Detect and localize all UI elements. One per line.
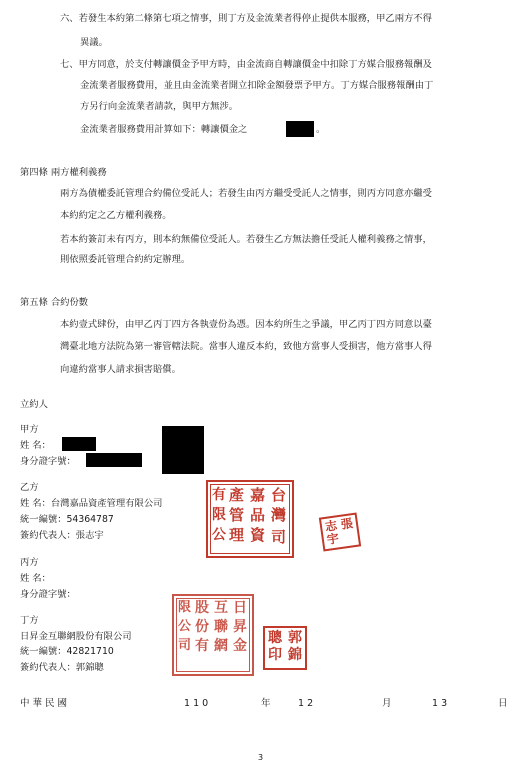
redaction-box [86, 453, 142, 467]
redaction-box [162, 426, 204, 474]
clause-item-7-cont2: 方另行向金流業者請款，與甲方無涉。 [80, 101, 239, 112]
article-4-line-1: 兩方為債權委託管理合約備位受託人；若發生由丙方繼受受託人之情事，則丙方同意亦繼受 [60, 188, 432, 199]
party-a-name-label: 姓 名： [20, 440, 51, 451]
seal-glyph: 司 [177, 638, 191, 653]
clause-item-6: 六、若發生本約第二條第七項之情事，則丁方及金流業者得停止提供本服務，甲乙兩方不得 [60, 13, 432, 24]
date-month: 1 2 [298, 698, 314, 709]
seal-glyph: 印 [268, 647, 282, 663]
party-b-tax-id: 統一編號：54364787 [20, 514, 114, 525]
page-number: 3 [258, 753, 264, 762]
date-day: 1 3 [432, 698, 448, 709]
party-b-company-seal [206, 480, 294, 558]
seal-glyph: 網 [214, 638, 228, 654]
seal-glyph: 有 [195, 638, 209, 654]
seal-glyph: 股 [195, 600, 209, 616]
seal-glyph: 產 [228, 486, 244, 504]
article-5-line-1: 本約壹式肆份，由甲乙丙丁四方各執壹份為憑。因本約所生之爭議，甲乙丙丁四方同意以臺 [60, 319, 432, 330]
party-c-id-label: 身分證字號： [20, 589, 76, 600]
seal-glyph: 司 [270, 528, 286, 546]
date-year-unit: 年 [261, 698, 271, 709]
seal-glyph: 志 [324, 518, 339, 534]
party-d-representative: 簽約代表人：郭錦聰 [20, 662, 104, 673]
party-b-representative: 簽約代表人：張志宇 [20, 530, 104, 541]
seal-glyph: 灣 [270, 506, 286, 524]
fee-calc-end: 。 [316, 124, 326, 135]
party-d-representative-seal [263, 626, 307, 670]
seal-glyph: 份 [195, 619, 209, 635]
party-d-label: 丁方 [20, 615, 39, 626]
seal-glyph: 張 [340, 516, 354, 532]
clause-item-6-cont: 異議。 [80, 37, 108, 48]
redaction-box [62, 437, 96, 451]
party-d-company-seal [172, 594, 254, 676]
party-c-label: 丙方 [20, 557, 39, 568]
redaction-box [286, 121, 314, 137]
party-d-tax-id: 統一編號：42821710 [20, 646, 114, 657]
article-4-heading: 第四條 兩方權利義務 [20, 167, 107, 178]
party-b-name: 姓 名：台灣嘉品資產管理有限公司 [20, 498, 163, 509]
date-year: 1 1 0 [184, 698, 209, 709]
seal-glyph: 理 [228, 526, 244, 544]
article-5-line-2: 灣臺北地方法院為第一審管轄法院。當事人違反本約，致他方當事人受損害，他方當事人得 [60, 341, 432, 352]
party-b-representative-seal [319, 513, 361, 552]
seal-glyph: 錦 [288, 647, 302, 663]
seal-glyph: 公 [212, 527, 226, 543]
seal-glyph: 昇 [233, 619, 247, 635]
article-5-line-3: 向違約當事人請求損害賠償。 [60, 364, 181, 375]
date-month-unit: 月 [382, 698, 392, 709]
signatories-heading: 立約人 [20, 399, 48, 410]
seal-glyph: 資 [249, 526, 265, 544]
seal-glyph: 金 [233, 638, 247, 654]
article-4-line-2: 本約約定之乙方權利義務。 [60, 210, 172, 221]
party-a-label: 甲方 [20, 424, 39, 435]
seal-glyph: 聰 [268, 630, 282, 646]
seal-glyph: 管 [228, 506, 244, 524]
article-4-line-4: 則依照委託管理合約約定辦理。 [60, 254, 191, 265]
seal-glyph: 有 [212, 487, 226, 503]
seal-glyph: 品 [249, 506, 265, 524]
clause-item-7: 七、甲方同意，於支付轉讓價金予甲方時，由金流商自轉讓價金中扣除丁方媒合服務報酬及 [60, 59, 432, 70]
seal-glyph: 日 [233, 600, 247, 616]
party-a-id-label: 身分證字號： [20, 456, 76, 467]
clause-item-7-cont1: 金流業者服務費用，並且由金流業者開立扣除金額發票予甲方。丁方媒合服務報酬由丁 [80, 80, 434, 91]
seal-glyph: 聯 [214, 619, 228, 635]
seal-glyph: 宇 [325, 531, 340, 547]
seal-glyph: 嘉 [249, 486, 265, 504]
fee-calc-line: 金流業者服務費用計算如下：轉讓價金之 [80, 124, 248, 135]
party-d-name: 日昇金互聯網股份有限公司 [20, 631, 132, 642]
party-c-name-label: 姓 名： [20, 573, 51, 584]
date-day-unit: 日 [498, 698, 508, 709]
article-5-heading: 第五條 合約份數 [20, 297, 89, 308]
seal-glyph: 限 [212, 507, 226, 523]
date-era: 中 華 民 國 [20, 698, 68, 709]
seal-glyph: 互 [214, 600, 228, 616]
party-b-label: 乙方 [20, 482, 39, 493]
seal-glyph: 台 [270, 486, 286, 504]
seal-glyph: 公 [177, 619, 191, 634]
article-4-line-3: 若本約簽訂未有丙方，則本約無備位受託人。若發生乙方無法擔任受託人權利義務之情事， [60, 234, 432, 245]
seal-glyph: 限 [177, 600, 191, 615]
seal-glyph: 郭 [288, 630, 302, 646]
